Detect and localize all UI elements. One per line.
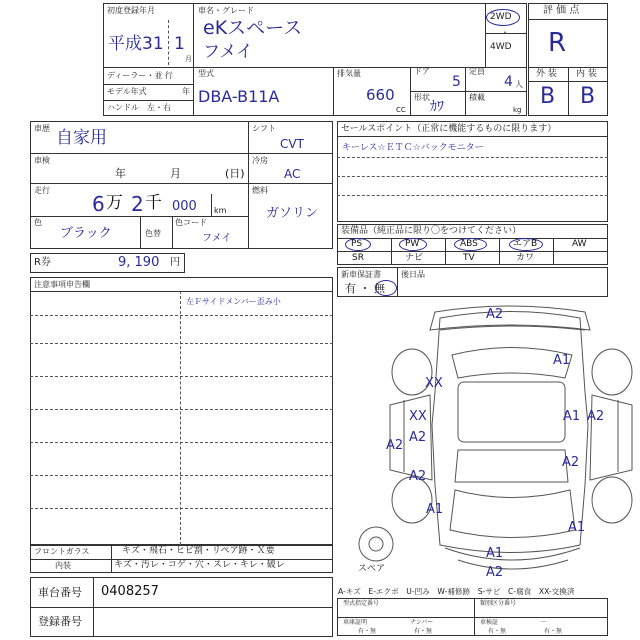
drive-4wd: 4WD — [490, 42, 512, 52]
equip-aw: AW — [572, 239, 587, 249]
interior-damage-label: 内装 — [55, 561, 71, 570]
damage-mark: A2 — [587, 409, 605, 424]
car-name-label: 車名・グレード — [198, 6, 254, 15]
cc-unit: CC — [396, 106, 406, 114]
mileage-label: 走行 — [34, 186, 50, 195]
equip-sr: SR — [352, 253, 364, 263]
other-label: 一 — [540, 619, 547, 626]
capacity-value: 4 — [504, 74, 513, 90]
score-label: 評 価 点 — [543, 5, 580, 16]
inspection-label: 車検 — [34, 156, 50, 165]
damage-mark: A2 — [486, 307, 504, 322]
equip-tv: TV — [463, 253, 475, 263]
equip-navi: ナビ — [405, 253, 424, 263]
damage-mark: XX — [409, 409, 427, 424]
damage-mark: A2 — [562, 455, 580, 470]
type-value: DBA-B11A — [198, 87, 280, 106]
equip-ps: PS — [351, 239, 363, 249]
warranty-none-circle — [375, 280, 397, 296]
color-value: ブラック — [60, 226, 112, 241]
load-label: 積載 — [469, 93, 485, 102]
registration-label: 登録番号 — [38, 615, 82, 628]
month-unit: 月 — [185, 55, 192, 63]
damage-mark: A1 — [568, 520, 586, 535]
inspection-cert-value: 有・無 — [488, 628, 507, 635]
interior-damage-value: キズ・汚レ・コゲ・穴・スレ・キレ・破レ — [114, 560, 285, 570]
exterior-label: 外 装 — [536, 69, 557, 79]
inspection-month-unit: 月 — [170, 167, 181, 180]
chassis-value: 0408257 — [101, 584, 159, 599]
color-code-value: フメイ — [202, 233, 232, 244]
type-designation-label: 型式指定番号 — [343, 600, 380, 607]
damage-mark: A2 — [486, 565, 504, 580]
notes-line1: 左Ｆサイドメンバー歪み小 — [186, 297, 281, 306]
front-glass-label: フロントガラス — [34, 547, 90, 556]
dealer-label: ディーラー・並 行 — [107, 71, 173, 80]
damage-mark: A1 — [563, 409, 581, 424]
shape-label: 形状 — [414, 93, 430, 102]
reg-era: 平成31 — [108, 34, 164, 54]
r-ticket-label: R券 — [34, 257, 51, 268]
man-unit: 万 — [106, 193, 123, 213]
equip-airbag: エアB — [513, 239, 538, 249]
sen-unit: 千 — [145, 193, 162, 213]
type-label: 型式 — [198, 69, 214, 78]
displacement-value: 660 — [366, 86, 395, 104]
color-change-label: 色替 — [145, 229, 161, 238]
model-year-label: モデル年式 — [107, 87, 147, 96]
warranty-value: 有 ・ 無 — [345, 282, 385, 295]
damage-mark: A1 — [486, 546, 504, 561]
model-year-unit: 年 — [182, 87, 190, 96]
selling-points-line1: キーレス☆ＥＴＣ☆バックモニター — [342, 143, 484, 153]
damage-mark: A1 — [553, 353, 571, 368]
garage-cert-label: 車庫証明 — [343, 619, 368, 626]
displacement-label: 排気量 — [337, 69, 361, 78]
selling-points-label: セールスポイント（正常に機能するものに限ります） — [341, 124, 557, 134]
damage-mark: XX — [425, 376, 443, 391]
notes-label: 注意事項申告欄 — [34, 280, 90, 289]
damage-mark: A2 — [386, 438, 404, 453]
km-unit: km — [214, 206, 227, 215]
color-label: 色 — [34, 218, 42, 227]
inspection-year-unit: 年 — [115, 167, 126, 180]
aircon-value: AC — [284, 167, 301, 181]
number-plate-label: ナンバー — [410, 619, 434, 626]
equip-pw: PW — [405, 239, 420, 249]
spare-label: スペア — [358, 564, 386, 574]
notes-panel — [30, 277, 333, 545]
drive-2wd: 2WD — [490, 12, 512, 22]
car-name: eKスペース — [203, 17, 303, 39]
r-ticket-value: 9, 190 — [118, 255, 160, 270]
damage-legend: A-キズ E-エクボ U-凹み W-補修跡 S-サビ C-腐食 XX-交換済 — [338, 587, 575, 596]
front-glass-value: キズ・飛石・ヒビ割・リペア跡・Ｘ要 — [122, 546, 275, 556]
usage-label: 車歴 — [34, 124, 50, 133]
class-number-label: 類別区分番号 — [480, 600, 517, 607]
door-label: ドア — [414, 67, 430, 76]
shift-value: CVT — [280, 137, 304, 151]
inspection-cert-label: 車検証 — [480, 619, 499, 626]
r-ticket-box — [30, 253, 185, 273]
interior-label: 内 装 — [576, 69, 597, 79]
mileage-sen: 2 — [131, 192, 144, 216]
car-grade: フメイ — [203, 42, 253, 62]
fuel-label: 燃料 — [252, 186, 268, 195]
number-plate-value: 有・無 — [414, 628, 433, 635]
other-value: 有・無 — [544, 628, 563, 635]
equipment-label: 装備品（純正品に限り〇をつけてください） — [341, 226, 522, 236]
reg-date-label: 初度登録年月 — [107, 6, 155, 15]
garage-cert-value: 有・無 — [358, 628, 377, 635]
mileage-man: 6 — [92, 192, 105, 216]
inspection-day-unit: (日) — [225, 167, 245, 180]
capacity-label: 定員 — [469, 67, 485, 76]
post-item-label: 後日品 — [401, 270, 425, 279]
aircon-label: 冷房 — [252, 156, 268, 165]
color-code-label: 色コード — [175, 218, 207, 227]
usage-value: 自家用 — [56, 128, 107, 148]
damage-mark: A1 — [426, 502, 444, 517]
kg-unit: kg — [513, 106, 522, 114]
yen-unit: 円 — [170, 257, 180, 268]
handle-label: ハンドル 左・右 — [107, 103, 171, 112]
warranty-label: 新車保証書 — [341, 270, 381, 279]
equip-leather: カワ — [516, 253, 535, 263]
exterior-grade: B — [540, 84, 556, 109]
door-value: 5 — [452, 74, 461, 90]
capacity-unit: 人 — [515, 80, 523, 89]
interior-grade: B — [580, 84, 596, 109]
fuel-value: ガソリン — [266, 206, 319, 221]
damage-mark: A2 — [409, 430, 427, 445]
equip-abs: ABS — [460, 239, 478, 249]
shape-value: ｶﾜ — [430, 99, 444, 115]
chassis-label: 車台番号 — [38, 586, 82, 599]
score-value: R — [548, 28, 567, 58]
mileage-rest: 000 — [172, 199, 197, 214]
reg-month: 1 — [174, 34, 185, 54]
damage-mark: A2 — [409, 469, 427, 484]
shift-label: シフト — [252, 124, 276, 133]
